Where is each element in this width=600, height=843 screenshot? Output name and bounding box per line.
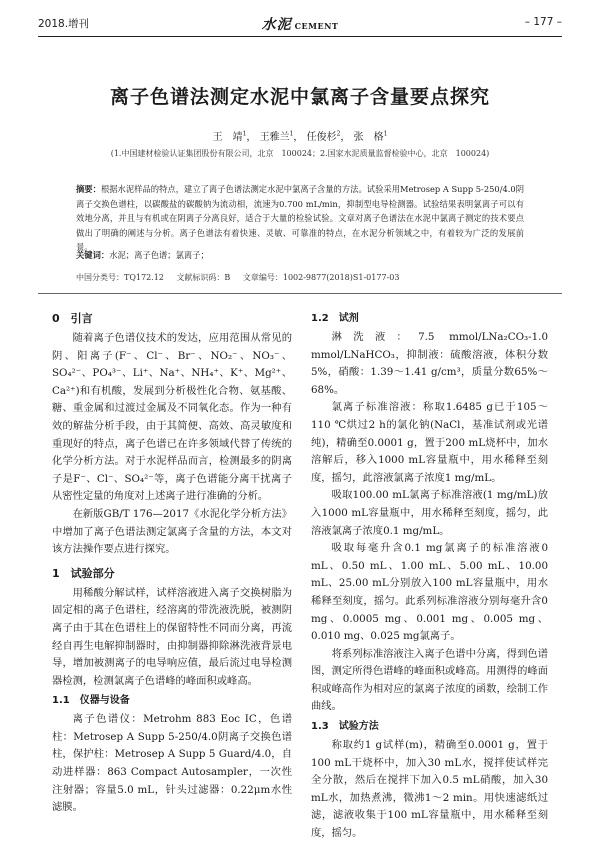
abstract-text: 根据水泥样品的特点，建立了离子色谱法测定水泥中氯离子含量的方法。试验采用Metrosep A Supp 5-250/4.0阴离子交换色谱柱，以碳酸盐的碳酸钠为流动相，流速为0.700 mL/min，抑制型电导检测器。试验结果表明氯离子可以有效地分离，并且与有机或在阴离子分离良好，适合于大量的检验试验。文章对离子色谱法在水泥中氯离子测定的技术要点做出了明确的阐述与分析。离子色谱法有着快速、灵敏、可靠准的特点，在水泥分析领域之中，有着较为广泛的发展前景。 bbox=[76, 184, 524, 252]
keywords-label: 关键词： bbox=[76, 250, 110, 260]
article-title: 离子色谱法测定水泥中氯离子含量要点探究 bbox=[109, 86, 490, 108]
document-code: 文献标识码：B bbox=[176, 273, 231, 282]
article-number: 文章编号：1002-9877(2018)S1-0177-03 bbox=[242, 273, 400, 282]
subsection-heading-instruments: 1.1 仪器与设备 bbox=[52, 695, 130, 707]
body-paragraph: 称取约1 g试样(m)，精确至0.0001 g，置于100 mL干烧杯中，加入30 mL水，搅拌使试样完全分散，然后在搅拌下加入0.5 mL硝酸，加入30 mL水，加热煮沸，微沸1～2 min。用快速滤纸过滤，滤液收集于100 mL容量瓶中，用水稀释至刻度，摇匀。 bbox=[311, 739, 548, 840]
journal-name-en: CEMENT bbox=[294, 21, 339, 31]
header-divider bbox=[38, 36, 562, 37]
body-paragraph: 离子色谱仪：Metrohm 883 Eoc IC，色谱柱：Metrosep A Supp 5-250/4.0阴离子交换色谱柱，保护柱：Metrosep A Supp 5 Guard/4.0，自动进样器：863 Compact Autosampler，一次性注射器；容量5.0 mL，针头过滤器：0.22μm水性滤膜。 bbox=[52, 713, 292, 814]
body-paragraph: 吸取100.00 mL氯离子标准溶液(1 mg/mL)放入1000 mL容量瓶中，用水稀释至刻度，摇匀，此溶液氯离子浓度0.1 mg/mL。 bbox=[311, 489, 548, 537]
abstract bbox=[76, 182, 524, 255]
body-paragraph: 在新版GB/T 176—2017《水泥化学分析方法》中增加了离子色谱法测定氯离子含量的方法，本文对该方法操作要点进行探究。 bbox=[52, 507, 293, 556]
year-issue: 2018.增刊 bbox=[38, 18, 90, 30]
body-paragraph: 氯离子标准溶液：称取1.6485 g已于105～110 ℃烘过2 h的氯化钠(NaCl，基准试剂或光谱纯)，精确至0.0001 g，置于200 mL烧杯中，加水溶解后，移入1000 mL容量瓶中，用水稀释至刻度，摇匀，此溶液氯离子浓度1 mg/mL。 bbox=[311, 401, 548, 484]
author-name: 张 格 bbox=[353, 132, 384, 143]
journal-name-cn: 水泥 bbox=[261, 17, 292, 33]
left-column bbox=[52, 312, 292, 817]
body-paragraph: 用稀酸分解试样，试样溶液进入离子交换树脂为固定相的离子色谱柱，经溶离的带洗液洗脱，被测阴离子由于其在色谱柱上的保留特性不同而分离，再流经自再生电解抑制器时，由抑制器抑除淋洗液背景电导，增加被测离子的电导响应值，最后流过电导检测器检测，检测氯离子色谱峰的峰面积或峰高。 bbox=[52, 586, 292, 687]
metadata-divider bbox=[38, 293, 562, 294]
running-header bbox=[38, 14, 562, 38]
body-paragraph: 吸取每毫升含0.1 mg氯离子的标准溶液0 mL、0.50 mL、1.00 mL、5.00 mL、10.00 mL、25.00 mL分别放入100 mL容量瓶中，用水稀释至刻度，摇匀。此系列标准溶液分别每毫升含0 mg、0.0005 mg、0.001 mg、0.005 mg、0.010 mg、0.025 mg氯离子。 bbox=[311, 542, 548, 643]
keywords bbox=[76, 248, 524, 262]
journal-name bbox=[262, 14, 339, 34]
section-heading-introduction: 0 引言 bbox=[52, 312, 93, 325]
subsection-heading-reagents: 1.2 试剂 bbox=[311, 313, 359, 324]
body-paragraph: 随着离子色谱仪技术的发达，应用范围从常见的阴、阳离子(F⁻、Cl⁻、Br⁻、NO₂⁻、NO₃⁻、SO₄²⁻、PO₄³⁻、Li⁺、Na⁺、NH₄⁺、K⁺、Mg²⁺、Ca²⁺)和有机酸，发展到分析极性化合物、氨基酸、糖、重金属和过渡过金属及不同氧化态。作为一种有效的解盐分析手段，由于其简便、高效、高灵敏度和重现好的特点，离子色谱已在许多领域代替了传统的化学分析方法。对于水泥样品而言，检测最多的阴离子是F⁻、Cl⁻、SO₄²⁻等，离子色谱能分离干扰离子从密性定量的角度对上述离子进行准确的分析。 bbox=[52, 332, 292, 503]
author-name: 王 靖 bbox=[212, 132, 243, 143]
affiliation: (1.中国建材检验认证集团股份有限公司，北京 100024；2.国家水泥质量监督检验中心，北京 100024) bbox=[110, 149, 490, 158]
body-paragraph: 淋洗液：7.5 mmol/LNa₂CO₃-1.0 mmol/LNaHCO₃，抑制液：硫酸溶液，体积分数5%，硝酸：1.39～1.41 g/cm³，质量分数65%～68%。 bbox=[311, 331, 548, 396]
page-number: – 177 – bbox=[524, 16, 562, 28]
keywords-text: 水泥；离子色谱；氯离子； bbox=[109, 250, 209, 260]
author-list: 王 靖$^1$， 王雅兰$^1$， 任俊杉$^2$， 张 格$^1$ bbox=[212, 130, 388, 143]
author-affil-mark: 1 bbox=[289, 130, 294, 138]
right-column bbox=[311, 312, 548, 843]
author-affil-mark: 2 bbox=[336, 130, 341, 138]
classification-code: 中国分类号：TQ172.12 bbox=[76, 273, 164, 282]
author-name: 王雅兰 bbox=[259, 132, 290, 143]
section-heading-experiment: 1 试验部分 bbox=[52, 566, 115, 580]
subsection-heading-method: 1.3 试验方法 bbox=[311, 721, 379, 733]
body-paragraph: 将系列标准溶液注入离子色谱中分离，得到色谱图，测定所得色谱峰的峰面积或峰高。用测得的峰面积或峰高作为相对应的氯离子浓度的函数，绘制工作曲线。 bbox=[311, 647, 548, 713]
author-affil-mark: 1 bbox=[383, 130, 388, 138]
author-name: 任俊杉 bbox=[306, 132, 337, 143]
article-metadata bbox=[76, 272, 524, 283]
abstract-label: 摘要： bbox=[76, 184, 101, 194]
author-affil-mark: 1 bbox=[242, 130, 247, 138]
